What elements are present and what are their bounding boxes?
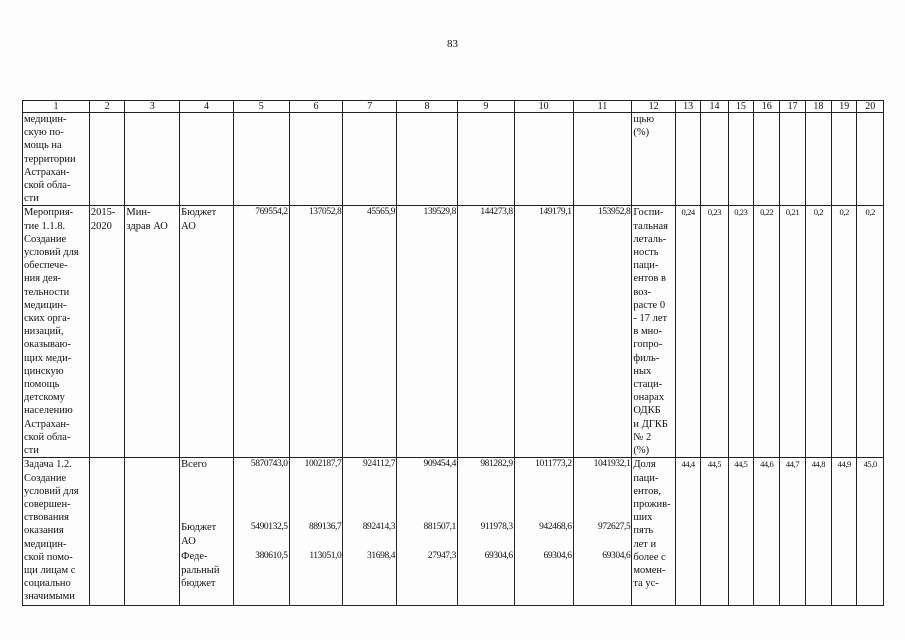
indicator-value: 45,0: [857, 458, 884, 606]
funding-source: Бюджет АО: [181, 522, 217, 547]
empty-cell: [397, 113, 458, 206]
header-cell: 16: [754, 101, 780, 113]
empty-cell: [857, 113, 884, 206]
empty-cell: [343, 113, 397, 206]
empty-cell: [701, 113, 728, 206]
value-cell: [233, 458, 289, 606]
header-cell: 18: [805, 101, 831, 113]
header-cell: 9: [457, 101, 514, 113]
header-cell: 8: [397, 101, 458, 113]
value-total: 1002187,7: [304, 459, 342, 470]
indicator-value: 44,7: [780, 458, 805, 606]
indicator-value: 0,21: [780, 206, 805, 458]
header-cell: 20: [857, 101, 884, 113]
table-row: [23, 113, 884, 206]
empty-cell: [125, 458, 180, 606]
indicator-value: 0,23: [728, 206, 753, 458]
period-cell: 2015- 2020: [89, 206, 124, 458]
header-cell: 4: [180, 101, 234, 113]
indicator-value: 0,22: [754, 206, 780, 458]
value-cell: 153952,8: [573, 206, 632, 458]
indicator-value: 44,9: [832, 458, 857, 606]
value-federal: 113051,0: [309, 551, 342, 562]
empty-cell: [233, 113, 289, 206]
header-cell: 2: [89, 101, 124, 113]
empty-cell: [832, 113, 857, 206]
indicator-value: 44,4: [675, 458, 700, 606]
header-cell: 6: [289, 101, 343, 113]
value-total: 5870743,0: [250, 459, 288, 470]
indicator-value: 0,2: [857, 206, 884, 458]
header-cell: 7: [343, 101, 397, 113]
empty-cell: [805, 113, 831, 206]
header-cell: 5: [233, 101, 289, 113]
value-total: 909454,4: [423, 459, 456, 470]
header-cell: 10: [514, 101, 573, 113]
value-cell: [457, 458, 514, 606]
header-cell: 1: [23, 101, 90, 113]
value-federal: 31698,4: [367, 551, 396, 562]
indicator-value: 0,2: [805, 206, 831, 458]
activity-description: Мероприя- тие 1.1.8. Создание условий для обеспече- ния дея- тельности медицин- ских орга- низаций, оказываю- щих меди- цинскую помощь детскому населению Астрахан- ской обла- сти: [23, 206, 90, 458]
value-cell: [514, 458, 573, 606]
value-regional: 5490132,5: [250, 522, 288, 533]
indicator-value: 0,2: [832, 206, 857, 458]
value-regional: 881507,1: [423, 522, 456, 533]
page-number: 83: [447, 38, 458, 50]
value-regional: 911978,3: [480, 522, 513, 533]
value-cell: [289, 458, 343, 606]
value-cell: 149179,1: [514, 206, 573, 458]
activity-description: медицин- скую по- мощь на территории Астрахан- ской обла- сти: [23, 113, 90, 206]
header-cell: 17: [780, 101, 805, 113]
empty-cell: [180, 113, 234, 206]
header-cell: 3: [125, 101, 180, 113]
empty-cell: [457, 113, 514, 206]
value-cell: [343, 458, 397, 606]
empty-cell: [754, 113, 780, 206]
header-cell: 11: [573, 101, 632, 113]
empty-cell: [125, 113, 180, 206]
empty-cell: [89, 458, 124, 606]
indicator-value: 44,5: [701, 458, 728, 606]
funding-source: Бюджет АО: [180, 206, 234, 458]
value-cell: 139529,8: [397, 206, 458, 458]
value-federal: 69304,6: [602, 551, 631, 562]
value-regional: 942468,6: [539, 522, 572, 533]
funding-source: Феде- ральный бюджет: [181, 551, 220, 589]
value-cell: 45565,9: [343, 206, 397, 458]
indicator-description: Доля паци- ентов, прожив- ших пять лет и более с момен- та ус-: [632, 458, 676, 606]
value-federal: 27947,3: [427, 551, 456, 562]
value-federal: 69304,6: [543, 551, 572, 562]
empty-cell: [573, 113, 632, 206]
indicator-description: Госпи- тальная леталь- ность паци- ентов в воз- расте 0 - 17 лет в мно- гопро- филь- ных стаци- онарах ОДКБ и ДГКБ № 2 (%): [632, 206, 676, 458]
value-cell: 137052,8: [289, 206, 343, 458]
empty-cell: [514, 113, 573, 206]
value-cell: 144273,8: [457, 206, 514, 458]
header-cell: 14: [701, 101, 728, 113]
empty-cell: [89, 113, 124, 206]
value-total: 924112,7: [363, 459, 396, 470]
value-cell: [573, 458, 632, 606]
indicator-value: 44,6: [754, 458, 780, 606]
indicator-description: щью (%): [632, 113, 676, 206]
empty-cell: [289, 113, 343, 206]
header-cell: 12: [632, 101, 676, 113]
header-row: [23, 101, 884, 113]
value-cell: [397, 458, 458, 606]
value-regional: 972627,5: [597, 522, 631, 533]
table-row: [23, 458, 884, 606]
value-cell: 769554,2: [233, 206, 289, 458]
indicator-value: 44,8: [805, 458, 831, 606]
indicator-value: 0,23: [701, 206, 728, 458]
header-cell: 19: [832, 101, 857, 113]
indicator-value: 44,5: [728, 458, 753, 606]
empty-cell: [780, 113, 805, 206]
value-regional: 892414,3: [362, 522, 396, 533]
empty-cell: [675, 113, 700, 206]
header-cell: 15: [728, 101, 753, 113]
value-total: 1011773,2: [535, 459, 572, 470]
value-regional: 889136,7: [308, 522, 342, 533]
executor-cell: Мин- здрав АО: [125, 206, 180, 458]
funding-sources: [180, 458, 234, 606]
funding-source: Всего: [181, 459, 207, 471]
value-total: 981282,9: [480, 459, 513, 470]
table-row: [23, 206, 884, 458]
value-total: 1041932,1: [593, 459, 631, 470]
header-cell: 13: [675, 101, 700, 113]
task-description: Задача 1.2. Создание условий для совершен- ствования оказания медицин- ской помо- щи лицам с социально значимыми: [23, 458, 90, 606]
budget-table: [22, 100, 884, 606]
value-federal: 380610,5: [255, 551, 288, 562]
indicator-value: 0,24: [675, 206, 700, 458]
empty-cell: [728, 113, 753, 206]
value-federal: 69304,6: [484, 551, 513, 562]
